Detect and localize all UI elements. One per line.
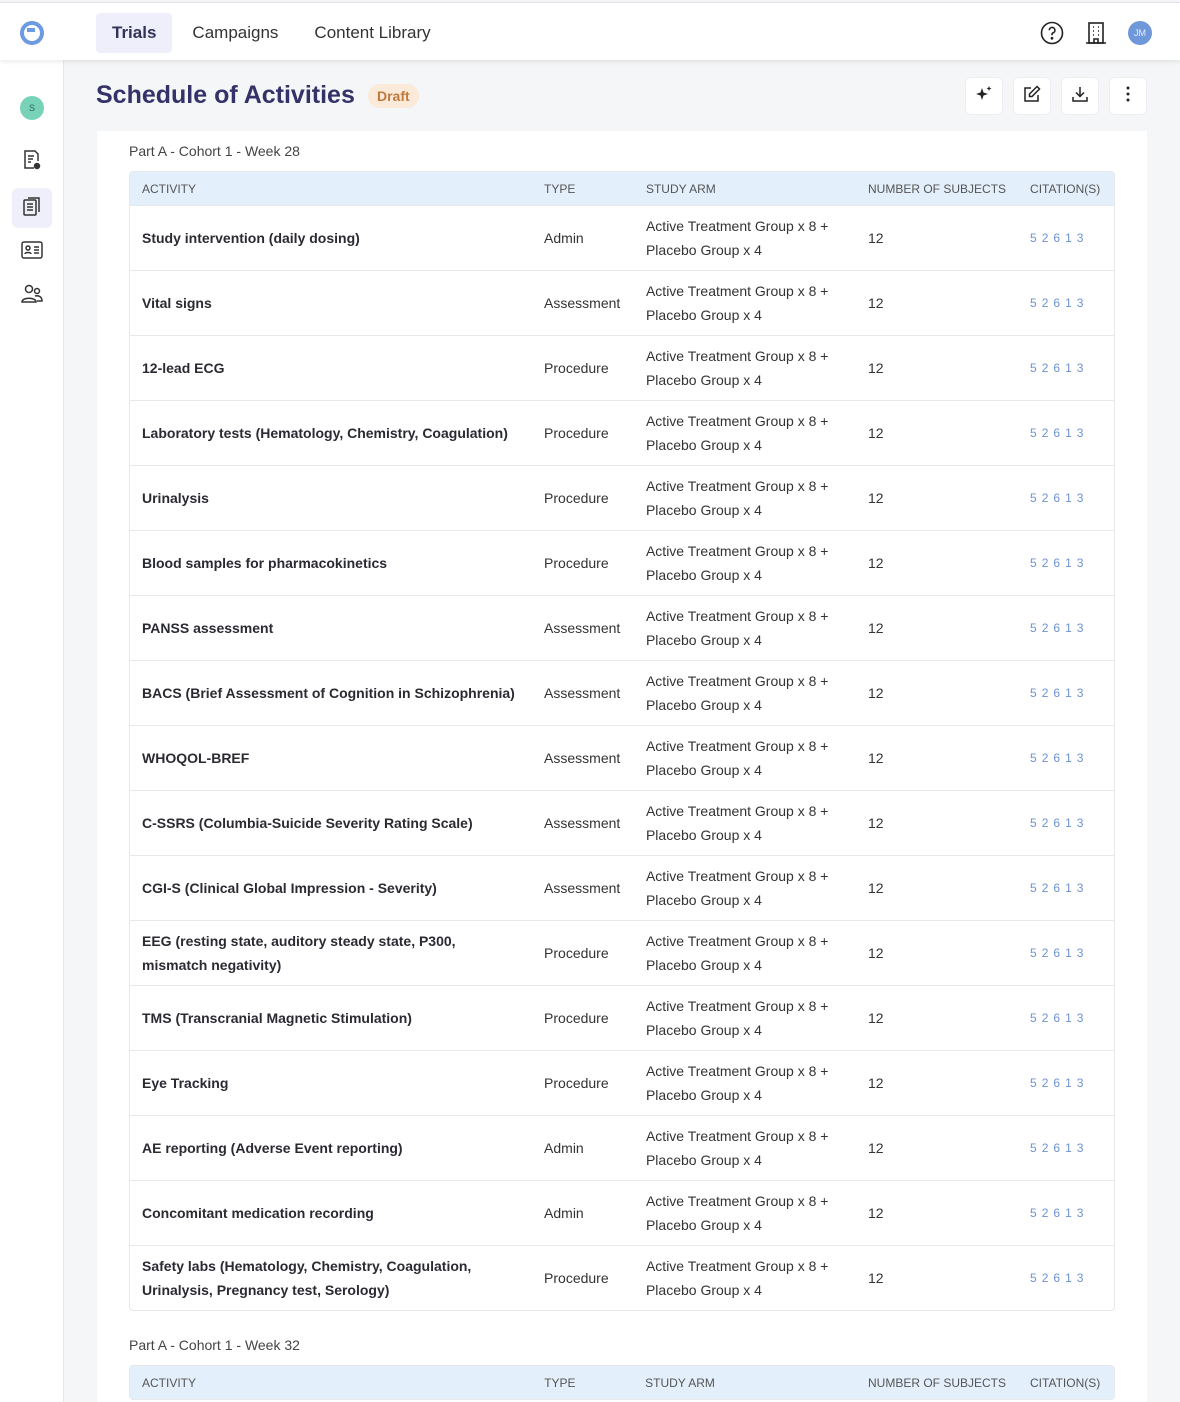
page-title: Schedule of Activities [96,81,355,109]
citation-link[interactable]: 5 [1030,621,1040,635]
activity-type: Admin [532,205,634,270]
citation-link[interactable]: 6 [1053,621,1064,635]
edit-icon [1023,85,1041,108]
citation-link[interactable]: 6 [1053,816,1064,830]
citation-link[interactable]: 2 [1041,1206,1052,1220]
column-header[interactable]: TYPE [532,1366,633,1399]
number-of-subjects: 12 [856,400,1018,465]
citations [1018,1115,1114,1180]
table-row[interactable] [130,205,1114,270]
citation-link[interactable]: 2 [1041,946,1052,960]
citation-link[interactable]: 5 [1030,686,1040,700]
number-of-subjects: 12 [856,595,1018,660]
study-arm: Active Treatment Group x 8 + Placebo Group x 4 [634,1115,856,1180]
schedule-card [97,131,1147,1402]
citation-link[interactable]: 5 [1030,361,1040,375]
citation-link[interactable]: 1 [1065,296,1075,310]
users-icon [21,284,43,309]
citation-link[interactable]: 5 [1030,881,1040,895]
table-row[interactable] [130,1180,1114,1245]
column-header[interactable]: ACTIVITY [130,172,532,205]
study-arm: Active Treatment Group x 8 + Placebo Group x 4 [634,985,856,1050]
activity-name: BACS (Brief Assessment of Cognition in Schizophrenia) [130,660,532,725]
citation-link[interactable]: 1 [1065,1011,1075,1025]
number-of-subjects: 12 [856,335,1018,400]
user-avatar[interactable]: JM [1128,21,1152,45]
citation-link[interactable]: 6 [1053,686,1064,700]
citations [1018,660,1114,725]
citation-link[interactable]: 1 [1065,426,1075,440]
sidebar-study-badge[interactable] [12,88,52,128]
activity-name: Concomitant medication recording [130,1180,532,1245]
citations [1018,920,1114,985]
table-row[interactable] [130,465,1114,530]
citations [1018,790,1114,855]
table-row[interactable] [130,530,1114,595]
table-row[interactable] [130,920,1114,985]
citation-link[interactable]: 1 [1065,231,1075,245]
citation-link[interactable]: 3 [1076,426,1087,440]
study-arm: Active Treatment Group x 8 + Placebo Group x 4 [634,400,856,465]
study-arm: Active Treatment Group x 8 + Placebo Group x 4 [634,1050,856,1115]
citation-link[interactable]: 3 [1076,816,1087,830]
citation-link[interactable]: 3 [1076,946,1087,960]
study-arm: Active Treatment Group x 8 + Placebo Group x 4 [634,595,856,660]
citation-link[interactable]: 5 [1030,816,1040,830]
activity-name: WHOQOL-BREF [130,725,532,790]
citation-link[interactable]: 1 [1065,361,1075,375]
citation-link[interactable]: 3 [1076,491,1087,505]
number-of-subjects: 12 [856,985,1018,1050]
column-header[interactable]: TYPE [532,172,634,205]
citation-link[interactable]: 3 [1076,1206,1087,1220]
activity-type: Assessment [532,725,634,790]
activity-type: Procedure [532,530,634,595]
citation-link[interactable]: 1 [1065,491,1075,505]
column-header[interactable]: ACTIVITY [130,1366,532,1399]
activity-type: Procedure [532,335,634,400]
citation-link[interactable]: 2 [1041,1271,1052,1285]
citations [1018,530,1114,595]
number-of-subjects: 12 [856,1050,1018,1115]
citations [1018,270,1114,335]
activity-type: Procedure [532,1050,634,1115]
ai-generate-button[interactable] [965,77,1003,115]
citation-link[interactable]: 3 [1076,751,1087,765]
citation-link[interactable]: 5 [1030,426,1040,440]
sidebar-item-contacts[interactable] [12,232,52,272]
section-title: Part A - Cohort 1 - Week 28 [129,143,300,159]
activity-type: Assessment [532,790,634,855]
table-row[interactable] [130,660,1114,725]
citation-link[interactable]: 5 [1030,1141,1040,1155]
column-header[interactable]: NUMBER OF SUBJECTS [856,1366,1018,1399]
activity-type: Admin [532,1180,634,1245]
citation-link[interactable]: 5 [1030,1011,1040,1025]
citation-link[interactable]: 6 [1053,946,1064,960]
sidebar-item-document-settings[interactable] [12,142,52,182]
citation-link[interactable]: 6 [1053,426,1064,440]
sidebar [0,60,64,1402]
citation-link[interactable]: 1 [1065,881,1075,895]
citation-link[interactable]: 6 [1053,231,1064,245]
citation-link[interactable]: 1 [1065,816,1075,830]
table-row[interactable] [130,595,1114,660]
citation-link[interactable]: 1 [1065,686,1075,700]
number-of-subjects: 12 [856,855,1018,920]
citation-link[interactable]: 2 [1041,881,1052,895]
more-vertical-icon [1126,86,1130,107]
column-header[interactable]: CITATION(S) [1018,1366,1114,1399]
activity-name: Vital signs [130,270,532,335]
citation-link[interactable]: 2 [1041,231,1052,245]
citation-link[interactable]: 5 [1030,946,1040,960]
number-of-subjects: 12 [856,465,1018,530]
download-icon [1071,85,1089,108]
citation-link[interactable]: 1 [1065,1206,1075,1220]
citation-link[interactable]: 5 [1030,1076,1040,1090]
citation-link[interactable]: 1 [1065,946,1075,960]
citation-link[interactable]: 2 [1041,621,1052,635]
tab-campaigns[interactable]: Campaigns [192,23,279,42]
number-of-subjects: 12 [856,790,1018,855]
number-of-subjects: 12 [856,1245,1018,1310]
table-row[interactable] [130,985,1114,1050]
activity-name: Study intervention (daily dosing) [130,205,532,270]
activity-name: AE reporting (Adverse Event reporting) [130,1115,532,1180]
number-of-subjects: 12 [856,920,1018,985]
download-button[interactable] [1061,77,1099,115]
citation-link[interactable]: 3 [1076,1011,1087,1025]
activity-name: TMS (Transcranial Magnetic Stimulation) [130,985,532,1050]
citation-link[interactable]: 3 [1076,556,1087,570]
study-arm: Active Treatment Group x 8 + Placebo Group x 4 [634,465,856,530]
clipboard-list-icon [22,195,42,222]
citation-link[interactable]: 5 [1030,1206,1040,1220]
column-header[interactable]: STUDY ARM [634,172,856,205]
study-arm: Active Treatment Group x 8 + Placebo Group x 4 [634,530,856,595]
citation-link[interactable]: 6 [1053,1141,1064,1155]
app-logo[interactable] [20,21,44,45]
citations [1018,400,1114,465]
citation-link[interactable]: 6 [1053,361,1064,375]
citations [1018,985,1114,1050]
main-nav [96,13,447,53]
citation-link[interactable]: 6 [1053,1011,1064,1025]
section-title: Part A - Cohort 1 - Week 32 [129,1337,300,1353]
citation-link[interactable]: 3 [1076,296,1087,310]
number-of-subjects: 12 [856,270,1018,335]
citations [1018,595,1114,660]
activity-type: Procedure [532,465,634,530]
citation-link[interactable]: 6 [1053,296,1064,310]
study-arm: Active Treatment Group x 8 + Placebo Group x 4 [634,1245,856,1310]
activity-name: PANSS assessment [130,595,532,660]
id-card-icon [21,241,43,264]
study-arm: Active Treatment Group x 8 + Placebo Group x 4 [634,725,856,790]
activity-name: EEG (resting state, auditory steady state, P300, mismatch negativity) [130,920,532,985]
citation-link[interactable]: 5 [1030,231,1040,245]
citation-link[interactable]: 3 [1076,231,1087,245]
citations [1018,1050,1114,1115]
activity-name: Eye Tracking [130,1050,532,1115]
table-header-row [130,172,1114,205]
citations [1018,1180,1114,1245]
activities-table [129,1365,1115,1400]
citation-link[interactable]: 1 [1065,751,1075,765]
activity-type: Assessment [532,855,634,920]
citation-link[interactable]: 5 [1030,751,1040,765]
activity-type: Procedure [532,1245,634,1310]
citation-link[interactable]: 2 [1041,1011,1052,1025]
citation-link[interactable]: 1 [1065,1076,1075,1090]
activity-type: Admin [532,1115,634,1180]
citation-link[interactable]: 3 [1076,621,1087,635]
citation-link[interactable]: 2 [1041,816,1052,830]
table-row[interactable] [130,400,1114,465]
activity-name: Blood samples for pharmacokinetics [130,530,532,595]
sparkle-icon [975,85,993,108]
document-settings-icon [22,149,42,176]
citation-link[interactable]: 2 [1041,1076,1052,1090]
table-row[interactable] [130,1245,1114,1310]
citation-link[interactable]: 2 [1041,686,1052,700]
table-row[interactable] [130,270,1114,335]
activity-type: Procedure [532,920,634,985]
study-arm: Active Treatment Group x 8 + Placebo Group x 4 [634,1180,856,1245]
study-arm: Active Treatment Group x 8 + Placebo Group x 4 [634,790,856,855]
citation-link[interactable]: 5 [1030,556,1040,570]
citation-link[interactable]: 2 [1041,1141,1052,1155]
citation-link[interactable]: 2 [1041,426,1052,440]
citation-link[interactable]: 3 [1076,1141,1087,1155]
table-row[interactable] [130,1050,1114,1115]
citations [1018,465,1114,530]
activity-name: C-SSRS (Columbia-Suicide Severity Rating Scale) [130,790,532,855]
activity-name: 12-lead ECG [130,335,532,400]
edit-button[interactable] [1013,77,1051,115]
citation-link[interactable]: 6 [1053,881,1064,895]
more-options-button[interactable] [1109,77,1147,115]
activity-type: Assessment [532,660,634,725]
study-arm: Active Treatment Group x 8 + Placebo Group x 4 [634,855,856,920]
sidebar-item-users[interactable] [12,276,52,316]
status-badge: Draft [368,84,419,108]
tab-content-library[interactable]: Content Library [314,23,431,42]
column-header[interactable]: CITATION(S) [1018,172,1114,205]
activity-type: Assessment [532,595,634,660]
citations [1018,205,1114,270]
citation-link[interactable]: 6 [1053,556,1064,570]
citation-link[interactable]: 2 [1041,491,1052,505]
citations [1018,725,1114,790]
citation-link[interactable]: 6 [1053,1271,1064,1285]
activity-name: Urinalysis [130,465,532,530]
table-row[interactable] [130,1115,1114,1180]
citations [1018,855,1114,920]
citation-link[interactable]: 2 [1041,556,1052,570]
activity-type: Assessment [532,270,634,335]
column-header[interactable]: STUDY ARM [633,1366,856,1399]
table-row[interactable] [130,855,1114,920]
study-arm: Active Treatment Group x 8 + Placebo Group x 4 [634,270,856,335]
activity-name: Safety labs (Hematology, Chemistry, Coagulation, Urinalysis, Pregnancy test, Serology) [130,1245,532,1310]
number-of-subjects: 12 [856,1115,1018,1180]
activity-name: Laboratory tests (Hematology, Chemistry, Coagulation) [130,400,532,465]
help-icon[interactable] [1040,21,1064,45]
study-badge: S [20,96,44,120]
citation-link[interactable]: 1 [1065,1271,1075,1285]
column-header[interactable]: NUMBER OF SUBJECTS [856,172,1018,205]
citation-link[interactable]: 3 [1076,361,1087,375]
citations [1018,335,1114,400]
sidebar-item-schedule[interactable] [12,188,52,228]
table-row[interactable] [130,725,1114,790]
citation-link[interactable]: 1 [1065,1141,1075,1155]
number-of-subjects: 12 [856,1180,1018,1245]
citation-link[interactable]: 2 [1041,751,1052,765]
number-of-subjects: 12 [856,205,1018,270]
citation-link[interactable]: 3 [1076,1076,1087,1090]
activity-type: Procedure [532,400,634,465]
citation-link[interactable]: 3 [1076,686,1087,700]
citation-link[interactable]: 3 [1076,1271,1087,1285]
number-of-subjects: 12 [856,530,1018,595]
citation-link[interactable]: 5 [1030,296,1040,310]
study-arm: Active Treatment Group x 8 + Placebo Group x 4 [634,335,856,400]
top-nav-bar [0,2,1180,60]
citation-link[interactable]: 2 [1041,361,1052,375]
number-of-subjects: 12 [856,660,1018,725]
activity-type: Procedure [532,985,634,1050]
number-of-subjects: 12 [856,725,1018,790]
citation-link[interactable]: 6 [1053,1206,1064,1220]
table-row[interactable] [130,335,1114,400]
citation-link[interactable]: 5 [1030,1271,1040,1285]
activity-name: CGI-S (Clinical Global Impression - Severity) [130,855,532,920]
organization-building-icon[interactable] [1084,21,1108,45]
study-arm: Active Treatment Group x 8 + Placebo Group x 4 [634,205,856,270]
study-arm: Active Treatment Group x 8 + Placebo Group x 4 [634,660,856,725]
citation-link[interactable]: 3 [1076,881,1087,895]
citation-link[interactable]: 6 [1053,491,1064,505]
citation-link[interactable]: 6 [1053,751,1064,765]
citation-link[interactable]: 1 [1065,621,1075,635]
activities-table [129,171,1115,1311]
tab-trials[interactable]: Trials [96,13,172,53]
citation-link[interactable]: 5 [1030,491,1040,505]
citation-link[interactable]: 6 [1053,1076,1064,1090]
table-row[interactable] [130,790,1114,855]
table-header-row [130,1366,1114,1399]
citation-link[interactable]: 2 [1041,296,1052,310]
study-arm: Active Treatment Group x 8 + Placebo Group x 4 [634,920,856,985]
citation-link[interactable]: 1 [1065,556,1075,570]
citations [1018,1245,1114,1310]
